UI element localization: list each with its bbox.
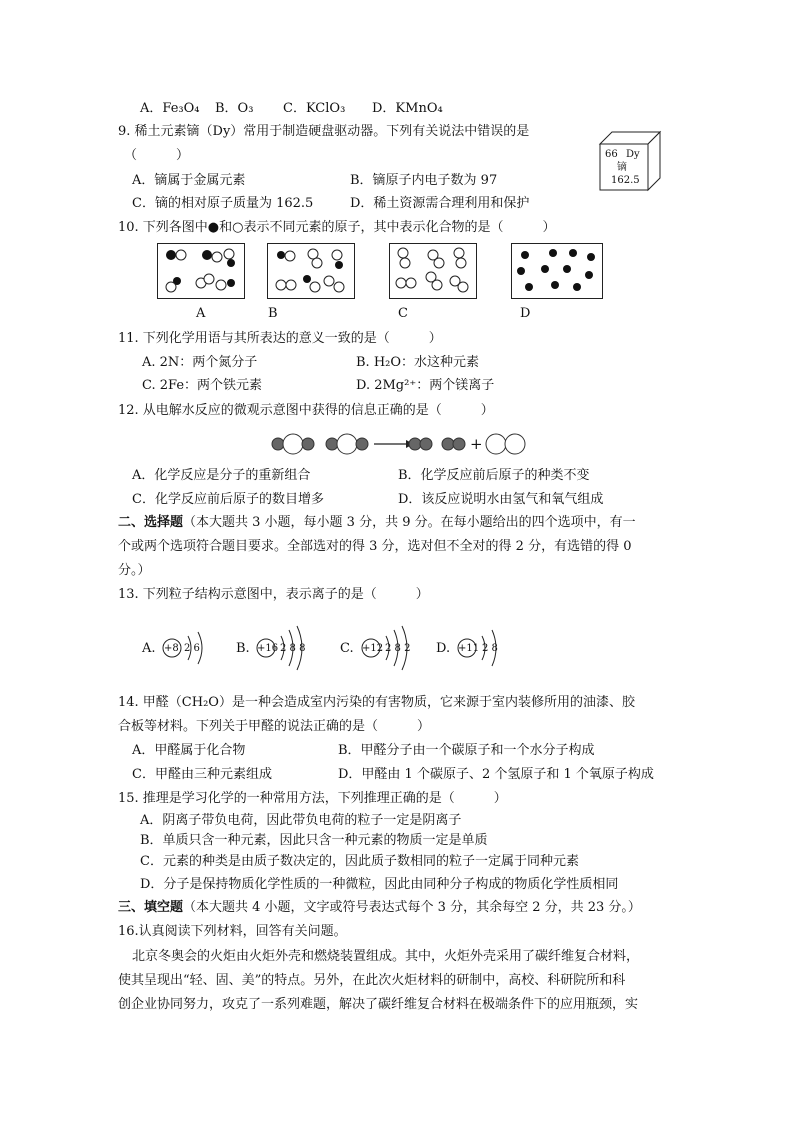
q16-para-line-3: 创企业协同努力，攻克了一系列难题，解决了碳纤维复合材料在极端条件下的应用瓶颈，实 xyxy=(118,997,639,1012)
q9-option-a: A．镝属于金属元素 xyxy=(132,173,246,188)
q10-stem: 10. 下列各图中●和○表示不同元素的原子，其中表示化合物的是（ ） xyxy=(118,220,556,235)
q9-option-d: D．稀土资源需合理利用和保护 xyxy=(350,196,530,211)
q14-option-b: B．甲醛分子由一个碳原子和一个水分子构成 xyxy=(338,743,595,758)
element-mass: 162.5 xyxy=(611,175,640,186)
section2-desc-2: 个或两个选项符合题目要求。全部选对的得 3 分，选对但不全对的得 2 分，有选错的得 0 xyxy=(118,539,632,554)
q14-option-c: C．甲醛由三种元素组成 xyxy=(132,767,272,782)
section2-title: 二、选择题 xyxy=(118,515,184,530)
q9-answer-paren: （ ） xyxy=(124,148,190,163)
q16-para-line-1: 北京冬奥会的火炬由火炬外壳和燃烧装置组成。其中，火炬外壳采用了碳纤维复合材料， xyxy=(132,949,640,964)
q12-option-c: C．化学反应前后原子的数目增多 xyxy=(132,492,324,507)
q8-option-a: A．Fe₃O₄ xyxy=(140,101,200,116)
electrolysis-diagram xyxy=(270,430,530,458)
q13-letter-d: D. xyxy=(436,641,451,656)
section2-desc-1: （本大题共 3 小题，每小题 3 分，共 9 分。在每小题给出的四个选项中，有一 xyxy=(183,515,636,530)
q13-stem: 13. 下列粒子结构示意图中，表示离子的是（ ） xyxy=(118,587,429,602)
section2-desc-3: 分。） xyxy=(118,563,151,578)
q13-nucleus-b: +16 xyxy=(257,643,279,654)
q12-option-d: D．该反应说明水由氢气和氧气组成 xyxy=(398,492,604,507)
q13-nucleus-c: +12 xyxy=(362,643,384,654)
q14-stem-2: 合板等材料。下列关于甲醛的说法正确的是（ ） xyxy=(118,719,431,734)
q13-nucleus-d: +11 xyxy=(458,643,480,654)
q14-option-d: D．甲醛由 1 个碳原子、2 个氢原子和 1 个氧原子构成 xyxy=(338,767,654,782)
q13-letter-c: C. xyxy=(340,641,354,656)
section3-header xyxy=(118,899,641,917)
q10-box-a xyxy=(157,243,245,299)
q10-box-b xyxy=(267,243,355,299)
q11-stem: 11. 下列化学用语与其所表达的意义一致的是（ ） xyxy=(118,331,442,346)
q15-option-b: B．单质只含一种元素，因此只含一种元素的物质一定是单质 xyxy=(140,833,488,848)
q12-option-b: B．化学反应前后原子的种类不变 xyxy=(398,468,590,483)
q10-label-b: B xyxy=(268,306,278,321)
q13-letter-b: B. xyxy=(236,641,250,656)
element-symbol: Dy xyxy=(626,149,640,160)
q13-shells-c: 2 8 2 xyxy=(385,643,411,654)
q8-option-c: C．KClO₃ xyxy=(283,101,346,116)
q12-stem: 12. 从电解水反应的微观示意图中获得的信息正确的是（ ） xyxy=(118,403,494,418)
q10-label-d: D xyxy=(520,306,531,321)
section2-header xyxy=(118,514,636,532)
section3-title: 三、填空题 xyxy=(118,900,184,915)
section3-desc: （本大题共 4 小题，文字或符号表达式每个 3 分，其余每空 2 分，共 23 分。） xyxy=(183,900,641,915)
q14-option-a: A．甲醛属于化合物 xyxy=(132,743,246,758)
q10-label-c: C xyxy=(398,306,408,321)
q13-letter-a: A. xyxy=(142,641,156,656)
q11-option-d: D. 2Mg²⁺：两个镁离子 xyxy=(356,378,495,393)
q13-nucleus-a: +8 xyxy=(164,643,179,654)
q15-option-c: C．元素的种类是由质子数决定的，因此质子数相同的粒子一定属于同种元素 xyxy=(140,854,579,869)
q10-box-c xyxy=(389,243,477,299)
q15-option-d: D．分子是保持物质化学性质的一种微粒，因此由同种分子构成的物质化学性质相同 xyxy=(140,877,619,892)
q13-shells-d: 2 8 xyxy=(482,643,498,654)
q11-option-c: C. 2Fe：两个铁元素 xyxy=(142,378,263,393)
q9-option-b: B．镝原子内电子数为 97 xyxy=(350,173,498,188)
q16-para-line-2: 使其呈现出“轻、固、美”的特点。另外，在此次火炬材料的研制中，高校、科研院所和科 xyxy=(118,973,626,988)
q8-option-d: D．KMnO₄ xyxy=(372,101,443,116)
q15-stem: 15. 推理是学习化学的一种常用方法，下列推理正确的是（ ） xyxy=(118,791,507,806)
element-atomic-number: 66 xyxy=(605,149,618,160)
q14-stem-1: 14. 甲醛（CH₂O）是一种会造成室内污染的有害物质，它来源于室内装修所用的油漆、胶 xyxy=(118,695,635,710)
element-name: 镝 xyxy=(617,162,627,173)
q11-option-b: B. H₂O：水这种元素 xyxy=(356,355,480,370)
plus-sign: + xyxy=(470,435,483,453)
q10-box-d xyxy=(511,243,603,299)
q13-shells-b: 2 8 8 xyxy=(280,643,306,654)
q10-label-a: A xyxy=(196,306,206,321)
q8-option-b: B．O₃ xyxy=(215,101,254,116)
q16-stem: 16.认真阅读下列材料，回答有关问题。 xyxy=(118,924,347,939)
q13-shells-a: 2 6 xyxy=(184,643,200,654)
q15-option-a: A．阴离子带负电荷，因此带负电荷的粒子一定是阴离子 xyxy=(140,813,462,828)
q9-stem: 9. 稀土元素镝（Dy）常用于制造硬盘驱动器。下列有关说法中错误的是 xyxy=(118,124,530,139)
q11-option-a: A. 2N：两个氮分子 xyxy=(142,355,258,370)
q12-option-a: A．化学反应是分子的重新组合 xyxy=(132,468,311,483)
q9-option-c: C．镝的相对原子质量为 162.5 xyxy=(132,196,314,211)
